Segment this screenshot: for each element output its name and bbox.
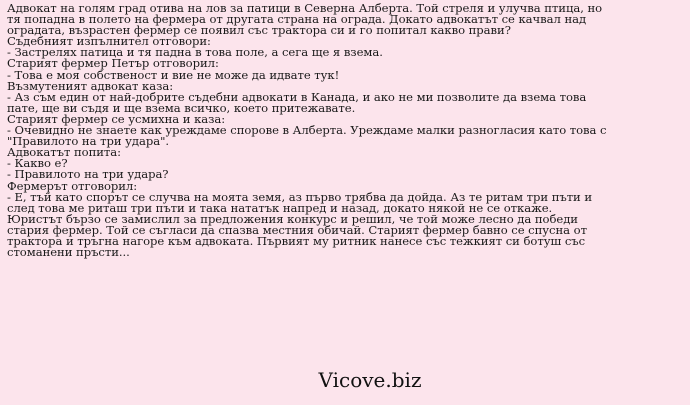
site-watermark: Vicove.biz	[318, 368, 422, 392]
story-line: - Очевидно не знаете как уреждаме спорове в Алберта. Уреждаме малки разногласия като това с	[7, 123, 607, 138]
story-line: "Правилото на три удара".	[7, 134, 170, 149]
story-line: трактора и тръгна нагоре към адвоката. Първият му ритник нанесе със тежкият си ботуш със	[7, 233, 586, 248]
story-line: стоманени пръсти...	[7, 245, 130, 260]
story-line: стария фермер. Той се съгласи да спазва местния обичай. Старият фермер бавно се спусна от	[7, 222, 587, 237]
story-line: оградата, възрастен фермер се появил със трактора си и го попитал какво прави?	[7, 23, 511, 38]
story-line: Фермерът отговорил:	[7, 178, 138, 193]
story-text	[7, 3, 683, 258]
story-line: Съдебният изпълнител отговори:	[7, 34, 211, 49]
story-line: пате, ще ви съдя и ще взема всичко, което притежавате.	[7, 100, 356, 115]
story-line: - Аз съм един от най-добрите съдебни адвокати в Канада, и ако не ми позволите да взема това	[7, 89, 587, 104]
story-line: Адвокатът попита:	[7, 145, 122, 160]
story-line: тя попадна в полето на фермера от другата страна на ограда. Докато адвокатът се качвал над	[7, 12, 587, 27]
story-line: след това ме риташ три пъти и така нататък напред и назад, докато някой не се откаже.	[7, 200, 553, 215]
story-line: - Е, тъй като спорът се случва на моята земя, аз първо трябва да дойда. Аз те ритам три пъти и	[7, 189, 593, 204]
story-line: Старият фермер Петър отговорил:	[7, 56, 219, 71]
story-line: Юристът бързо се замислил за предложения конкурс и решил, че той може лесно да победи	[7, 211, 578, 226]
story-line: Възмутеният адвокат каза:	[7, 78, 174, 93]
story-line: - Правилото на три удара?	[7, 167, 169, 182]
story-line: Старият фермер се усмихна и каза:	[7, 111, 226, 126]
story-line: - Това е моя собственост и вие не може да идвате тук!	[7, 67, 340, 82]
story-line: - Застрелях патица и тя падна в това поле, а сега ще я взема.	[7, 45, 383, 60]
story-line: Адвокат на голям град отива на лов за патици в Северна Алберта. Той стреля и улучва птица, но	[7, 1, 603, 15]
story-line: - Какво е?	[7, 156, 68, 171]
